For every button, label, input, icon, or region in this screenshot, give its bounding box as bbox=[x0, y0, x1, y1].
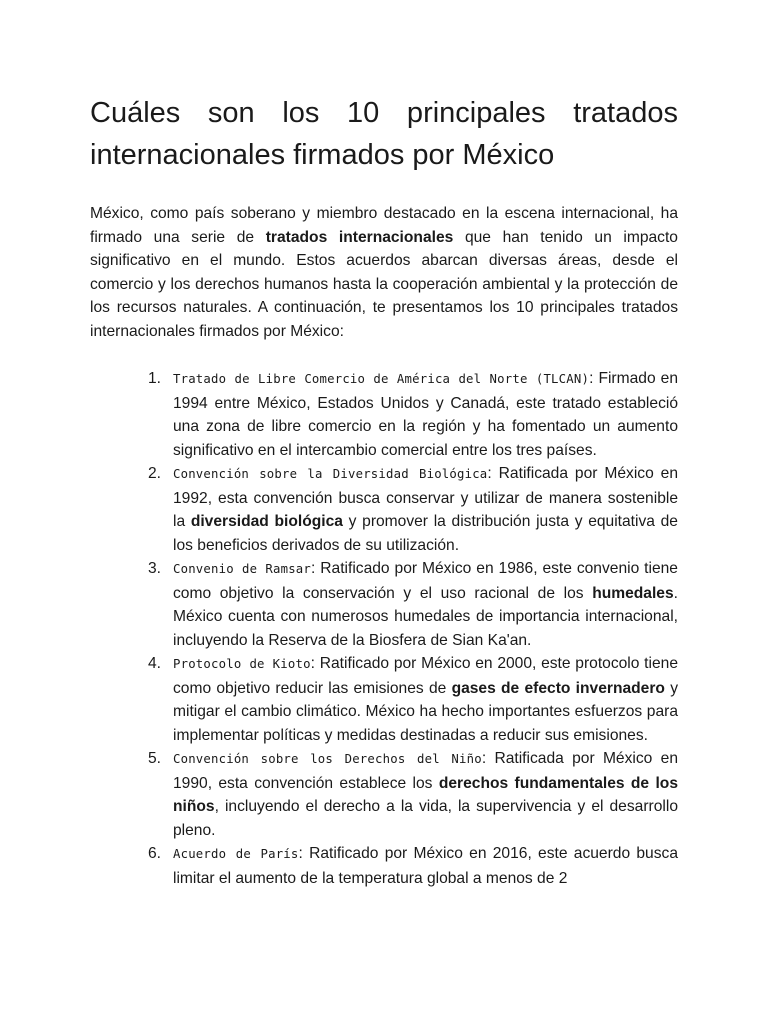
item-desc-2: , incluyendo el derecho a la vida, la supervivencia y el desarrollo pleno. bbox=[173, 798, 678, 839]
intro-bold-term: tratados internacionales bbox=[265, 228, 454, 246]
intro-text-2: que han tenido un impacto significativo en el mundo. Estos acuerdos abarcan diversas áreas, desde el comercio y los derechos humanos hasta la cooperación ambiental y la protección de los recursos naturales. A continuación, te presentamos los 10 principales tratados internacionales firmados por México: bbox=[90, 228, 678, 340]
item-desc-1: Ratificada por México en 1990, esta convención establece los bbox=[173, 750, 678, 792]
list-item-text bbox=[173, 845, 678, 887]
page-title bbox=[90, 92, 678, 176]
list-item-text bbox=[173, 370, 678, 459]
treaty-name: Convenio de Ramsar bbox=[173, 562, 312, 576]
separator: : bbox=[311, 560, 321, 577]
treaty-name: Protocolo de Kioto bbox=[173, 657, 311, 671]
separator: : bbox=[589, 370, 599, 387]
item-desc-1: Firmado en 1994 entre México, Estados Unidos y Canadá, este tratado estableció una zona de libre comercio en la región y ha fomentado un aumento significativo en el intercambio comercial entre los tres países. bbox=[173, 370, 678, 459]
item-bold-term: diversidad biológica bbox=[190, 513, 343, 530]
treaty-name: Tratado de Libre Comercio de América del Norte (TLCAN) bbox=[173, 372, 590, 386]
item-desc-1: Ratificado por México en 1986, este convenio tiene como objetivo la conservación y el uso racional de los bbox=[173, 560, 678, 602]
list-item-number: 6. bbox=[148, 845, 162, 862]
list-item-number: 3. bbox=[148, 560, 162, 577]
item-bold-term: gases de efecto invernadero bbox=[451, 679, 665, 697]
list-item-number: 1. bbox=[148, 370, 162, 387]
list-item bbox=[90, 842, 678, 890]
list-item-text bbox=[173, 750, 678, 839]
list-item-number: 2. bbox=[148, 465, 162, 482]
separator: : bbox=[487, 465, 499, 482]
item-desc-1: Ratificada por México en 1992, esta convención busca conservar y utilizar de manera sostenible la bbox=[173, 465, 678, 530]
treaty-name: Convención sobre la Diversidad Biológica bbox=[173, 467, 488, 481]
treaty-name: Convención sobre los Derechos del Niño bbox=[173, 752, 482, 766]
list-item-text bbox=[173, 560, 678, 649]
list-item bbox=[90, 367, 678, 462]
list-item-number: 5. bbox=[148, 750, 162, 767]
separator: : bbox=[310, 655, 320, 672]
item-desc-1: Ratificado por México en 2016, este acuerdo busca limitar el aumento de la temperatura global a menos de 2 bbox=[173, 845, 679, 887]
list-item-text bbox=[173, 465, 678, 554]
item-desc-2: y promover la distribución justa y equitativa de los beneficios derivados de su utilización. bbox=[173, 513, 678, 554]
list-item-text bbox=[173, 655, 678, 744]
item-bold-term: humedales bbox=[592, 584, 674, 602]
separator: : bbox=[298, 845, 310, 862]
title-line-1: Cuáles son los 10 principales tratados bbox=[90, 97, 678, 129]
list-item-number: 4. bbox=[148, 655, 162, 672]
intro-text-1: México, como país soberano y miembro destacado en la escena internacional, ha firmado una serie de bbox=[90, 205, 678, 246]
treaty-name: Acuerdo de París bbox=[173, 847, 299, 861]
title-line-2: internacionales firmados por México bbox=[90, 139, 555, 171]
item-desc-2: . México cuenta con numerosos humedales de importancia internacional, incluyendo la Reserva de la Biosfera de Sian Ka'an. bbox=[173, 584, 678, 649]
list-item bbox=[90, 652, 678, 747]
item-bold-term: derechos fundamentales de los niños bbox=[173, 774, 678, 815]
treaty-list bbox=[90, 367, 678, 890]
list-item bbox=[90, 747, 678, 842]
separator: : bbox=[481, 750, 495, 767]
list-item bbox=[90, 557, 678, 652]
item-desc-2: y mitigar el cambio climático. México ha hecho importantes esfuerzos para implementar políticas y medidas destinadas a reducir sus emisiones. bbox=[173, 679, 678, 744]
item-desc-1: Ratificado por México en 2000, este protocolo tiene como objetivo reducir las emisiones de bbox=[173, 655, 678, 697]
list-item bbox=[90, 462, 678, 557]
intro-paragraph bbox=[90, 202, 678, 343]
